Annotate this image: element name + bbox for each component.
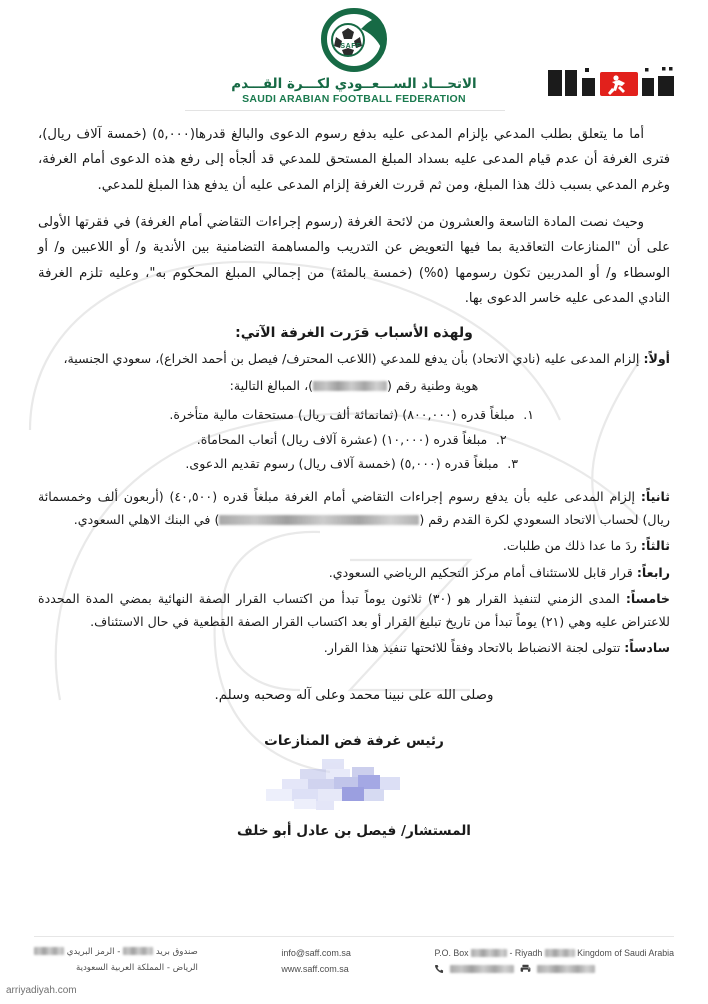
clause-fourth <box>38 561 670 584</box>
clause-second-text-a: إلزام المدعى عليه بأن يدفع رسوم إجراءات التقاضي أمام الغرفة مبلغاً قدره (٤٠,٥٠٠) (أربعون ألف وخمسمائة ريال) لحساب الاتحاد السعودي لكرة القدم رقم ( <box>38 488 670 527</box>
footer-po-box-label-en: P.O. Box <box>434 947 469 958</box>
document-header <box>0 0 708 122</box>
clause-third <box>38 534 670 557</box>
header-divider <box>185 110 505 111</box>
clause-fifth <box>38 587 670 634</box>
arriyadiyah-logo <box>548 66 690 102</box>
clause-third-text: ردَ ما عدا ذلك من طلبات. <box>502 538 637 554</box>
redacted-postal-code-en <box>545 949 575 957</box>
clause-fifth-prefix: خامساً: <box>625 590 670 606</box>
signer-title: رئيس غرفة فض المنازعات <box>264 732 444 749</box>
redacted-bank-account <box>219 515 419 525</box>
footer-address-arabic <box>34 945 198 977</box>
footer-email[interactable]: info@saff.com.sa <box>281 947 351 958</box>
signature-mark <box>264 755 444 813</box>
footer-postal-code-label-ar: - الرمز البريدي <box>66 946 121 957</box>
footer-dash: - <box>509 947 513 958</box>
list-item-number: ٢. <box>495 431 507 447</box>
site-watermark-tag: arriyadiyah.com <box>6 985 77 996</box>
footer-address-english <box>434 945 674 974</box>
footer-en-line-1 <box>434 945 674 962</box>
paragraph-article-29: وحيث نصت المادة التاسعة والعشرون من لائحة الغرفة (رسوم إجراءات التقاضي أمام الغرفة) في فقرتها الأولى على أن "المنازعات التعاقدية بما فيها التعويض عن التدريب والمساهمة التضامنية بين الأندية و/ أو اللاعبين و/ أو الوسطاء و/ أو المدربين تكون رسومها (٥%) (خمسة بالمئة) من إجمالي المبلغ المحكوم به"، وعليه تلزم الغرفة النادي المدعى عليه خاسر الدعوى بها. <box>38 215 670 307</box>
decision-heading: ولهذه الأسباب قرَرت الغرفة الآتي: <box>235 325 473 342</box>
clause-sixth <box>38 636 670 659</box>
list-item <box>38 403 670 428</box>
clause-first-prefix: أولاً: <box>643 351 670 367</box>
clause-first-id-line <box>38 374 670 397</box>
federation-name-english: SAUDI ARABIAN FOOTBALL FEDERATION <box>242 93 466 106</box>
clause-second <box>38 485 670 532</box>
fax-icon <box>520 964 531 974</box>
clause-fourth-text: قرار قابل للاستئناف أمام مركز التحكيم الرياضي السعودي. <box>328 564 633 580</box>
footer-website[interactable]: www.saff.com.sa <box>281 964 349 975</box>
list-item <box>38 428 670 453</box>
svg-text:SAFF: SAFF <box>340 43 361 50</box>
redacted-po-box-en <box>471 949 507 957</box>
clause-second-text-b: ) في البنك الاهلي السعودي. <box>73 511 220 527</box>
amounts-list <box>38 403 670 477</box>
footer-en-line-2 <box>434 964 674 974</box>
saff-logo <box>189 8 519 105</box>
clause-first <box>38 347 670 370</box>
footer-divider <box>34 936 674 937</box>
redacted-fax-number <box>537 965 595 973</box>
list-item-number: ١. <box>523 407 535 422</box>
federation-name-arabic: الاتحـــاد الســـعــودي لكـــرة القـــدم <box>231 76 477 92</box>
redacted-national-id <box>313 381 387 391</box>
clause-fourth-prefix: رابعاً: <box>636 564 670 580</box>
document-footer <box>0 936 708 978</box>
redacted-po-box-ar <box>123 947 153 955</box>
saff-crest-icon <box>317 8 391 74</box>
redacted-phone-number <box>450 965 514 973</box>
clause-third-prefix: ثالثاً: <box>640 538 670 554</box>
national-id-label: هوية وطنية رقم ( <box>387 377 479 393</box>
clause-sixth-text: تتولى لجنة الانضباط بالاتحاد وفقاً للائحتها تنفيذ هذا القرار. <box>323 640 621 656</box>
document-content <box>0 122 708 839</box>
list-item-number: ٣. <box>507 456 518 472</box>
phone-icon <box>434 964 444 974</box>
list-item-label: مبلغاً قدره (٥,٠٠٠) (خمسة آلاف ريال) رسوم تقديم الدعوى. <box>185 456 499 472</box>
amounts-follow-label: )، المبالغ التالية: <box>229 377 314 393</box>
clause-sixth-prefix: سادساً: <box>624 640 670 656</box>
list-item <box>38 452 670 477</box>
list-item-label: مبلغاً قدره (١٠,٠٠٠) (عشرة آلاف ريال) أتعاب المحاماة. <box>196 431 488 447</box>
paragraph-fees: أما ما يتعلق بطلب المدعي بإلزام المدعى عليه بدفع رسوم الدعوى والبالغ قدرها(٥,٠٠٠) (خمسة آلاف ريال)، فترى الغرفة أن عدم قيام المدعى عليه بسداد المبلغ المستحق للمدعي قد ألجأه إلى رفع هذه الدعوى أمام الغرفة، وغرم المدعي بسبب ذلك هذا المبلغ، ومن ثم قررت الغرفة إلزام المدعى عليه أن يدفع هذا المبلغ للمدعي. <box>38 127 670 193</box>
signer-name: المستشار/ فيصل بن عادل أبو خلف <box>237 822 471 839</box>
footer-po-box-label-ar: صندوق بريد <box>155 946 198 957</box>
list-item-label: مبلغاً قدره (٨٠٠,٠٠٠) (ثمانمائة ألف ريال) مستحقات مالية متأخرة. <box>169 407 515 422</box>
footer-web-contacts <box>281 945 351 978</box>
clause-fifth-text: المدى الزمني لتنفيذ القرار هو (٣٠) ثلاثون يوماً تبدأ من اكتساب القرار الصفة النهائية بمضي المدة المحددة للاعتراض عليه وهي (٢١) يوماً تبدأ من تاريخ تبليغ القرار أو بعد اكتساب القرار الصفة القطعية في حال الاستئناف. <box>38 590 670 630</box>
footer-country-en: Kingdom of Saudi Arabia <box>577 947 674 958</box>
signature-block <box>38 733 670 839</box>
footer-city-en: Riyadh <box>514 947 543 958</box>
clause-second-prefix: ثانياً: <box>640 488 670 504</box>
closing-blessing: وصلى الله على نبينا محمد وعلى آله وصحبه وسلم. <box>214 687 494 703</box>
footer-ar-line-1 <box>34 945 198 961</box>
footer-ar-line-2: الرياض - المملكة العربية السعودية <box>75 962 198 973</box>
redacted-postal-code-ar <box>34 947 64 955</box>
clause-first-text: إلزام المدعى عليه (نادي الاتحاد) بأن يدفع للمدعي (اللاعب المحترف/ فيصل بن أحمد الخراع)، سعودي الجنسية، <box>63 351 640 367</box>
